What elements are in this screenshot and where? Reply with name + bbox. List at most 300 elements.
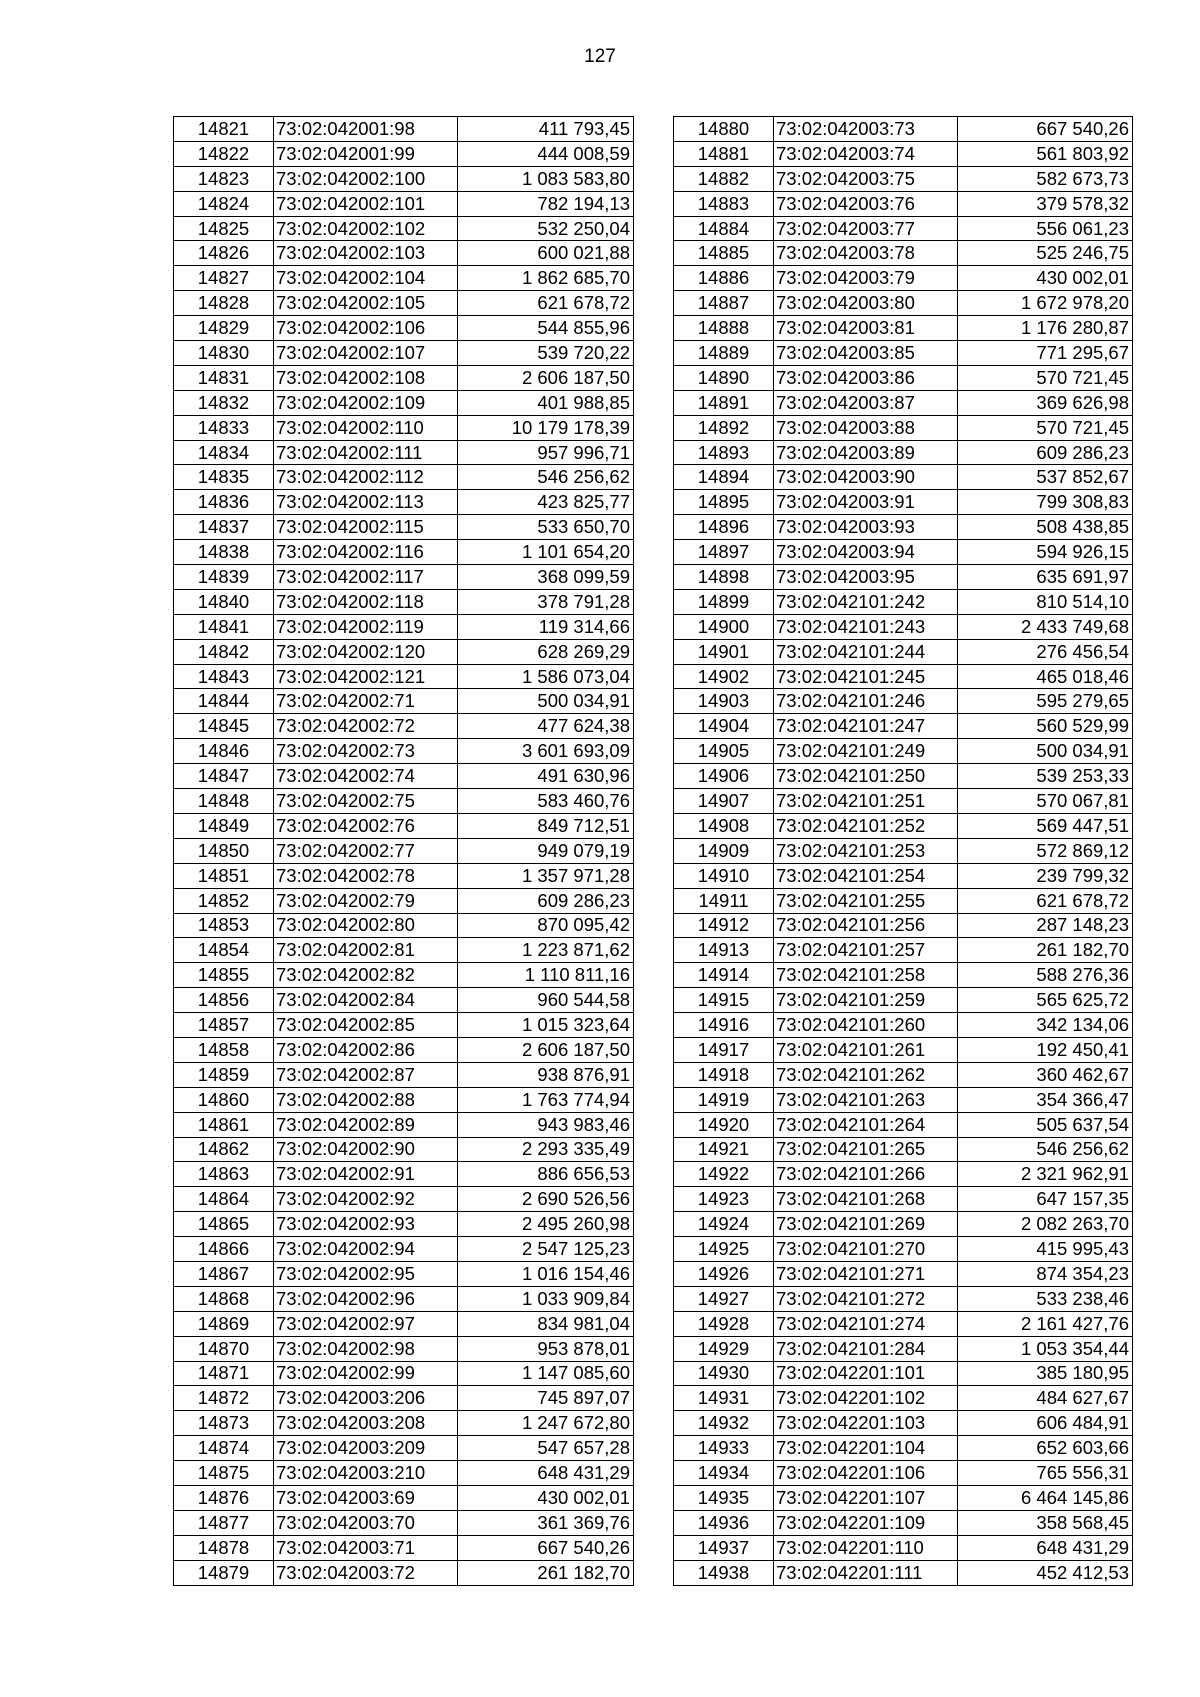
- cadastral-number-cell: 73:02:042003:85: [774, 341, 958, 366]
- table-row: [174, 515, 634, 540]
- row-number-cell: 14892: [674, 415, 774, 440]
- row-number-cell: 14858: [174, 1037, 274, 1062]
- value-cell: 465 018,46: [958, 664, 1133, 689]
- cadastral-number-cell: 73:02:042101:258: [774, 963, 958, 988]
- page-number: 127: [584, 46, 616, 67]
- table-body: [174, 117, 634, 1586]
- cadastral-number-cell: 73:02:042002:71: [274, 689, 458, 714]
- value-cell: 505 637,54: [958, 1112, 1133, 1137]
- row-number-cell: 14887: [674, 291, 774, 316]
- cadastral-number-cell: 73:02:042002:121: [274, 664, 458, 689]
- value-cell: 569 447,51: [958, 813, 1133, 838]
- row-number-cell: 14850: [174, 838, 274, 863]
- cadastral-number-cell: 73:02:042003:86: [774, 365, 958, 390]
- value-cell: 1 015 323,64: [458, 1013, 634, 1038]
- cadastral-number-cell: 73:02:042002:119: [274, 614, 458, 639]
- value-cell: 572 869,12: [958, 838, 1133, 863]
- table-row: [674, 938, 1133, 963]
- value-cell: 1 083 583,80: [458, 166, 634, 191]
- row-number-cell: 14866: [174, 1237, 274, 1262]
- row-number-cell: 14849: [174, 813, 274, 838]
- value-cell: 652 603,66: [958, 1436, 1133, 1461]
- row-number-cell: 14923: [674, 1187, 774, 1212]
- table-row: [174, 490, 634, 515]
- cadastral-number-cell: 73:02:042101:249: [774, 739, 958, 764]
- cadastral-number-cell: 73:02:042101:257: [774, 938, 958, 963]
- table-row: [174, 739, 634, 764]
- value-cell: 537 852,67: [958, 465, 1133, 490]
- value-cell: 588 276,36: [958, 963, 1133, 988]
- value-cell: 1 763 774,94: [458, 1087, 634, 1112]
- table-row: [174, 415, 634, 440]
- value-cell: 477 624,38: [458, 714, 634, 739]
- row-number-cell: 14911: [674, 888, 774, 913]
- value-cell: 500 034,91: [958, 739, 1133, 764]
- table-row: [674, 614, 1133, 639]
- value-cell: 430 002,01: [958, 266, 1133, 291]
- row-number-cell: 14910: [674, 863, 774, 888]
- row-number-cell: 14906: [674, 764, 774, 789]
- table-row: [174, 664, 634, 689]
- value-cell: 667 540,26: [958, 117, 1133, 142]
- table-row: [674, 1485, 1133, 1510]
- cadastral-number-cell: 73:02:042101:269: [774, 1212, 958, 1237]
- value-cell: 953 878,01: [458, 1336, 634, 1361]
- value-cell: 119 314,66: [458, 614, 634, 639]
- table-row: [674, 764, 1133, 789]
- row-number-cell: 14916: [674, 1013, 774, 1038]
- row-number-cell: 14927: [674, 1286, 774, 1311]
- cadastral-number-cell: 73:02:042002:91: [274, 1162, 458, 1187]
- row-number-cell: 14824: [174, 191, 274, 216]
- value-cell: 556 061,23: [958, 216, 1133, 241]
- value-cell: 369 626,98: [958, 390, 1133, 415]
- table-row: [674, 1187, 1133, 1212]
- value-cell: 949 079,19: [458, 838, 634, 863]
- value-cell: 1 223 871,62: [458, 938, 634, 963]
- table-row: [174, 1386, 634, 1411]
- row-number-cell: 14930: [674, 1361, 774, 1386]
- value-cell: 886 656,53: [458, 1162, 634, 1187]
- table-row: [174, 938, 634, 963]
- value-cell: 570 067,81: [958, 789, 1133, 814]
- row-number-cell: 14836: [174, 490, 274, 515]
- cadastral-number-cell: 73:02:042003:87: [774, 390, 958, 415]
- cadastral-number-cell: 73:02:042101:252: [774, 813, 958, 838]
- table-row: [174, 291, 634, 316]
- cadastral-number-cell: 73:02:042101:247: [774, 714, 958, 739]
- row-number-cell: 14834: [174, 440, 274, 465]
- row-number-cell: 14876: [174, 1485, 274, 1510]
- row-number-cell: 14896: [674, 515, 774, 540]
- value-cell: 1 053 354,44: [958, 1336, 1133, 1361]
- row-number-cell: 14868: [174, 1286, 274, 1311]
- table-row: [174, 465, 634, 490]
- value-cell: 771 295,67: [958, 341, 1133, 366]
- table-row: [674, 390, 1133, 415]
- row-number-cell: 14895: [674, 490, 774, 515]
- table-row: [674, 1510, 1133, 1535]
- cadastral-number-cell: 73:02:042002:106: [274, 316, 458, 341]
- table-row: [674, 1311, 1133, 1336]
- cadastral-number-cell: 73:02:042101:263: [774, 1087, 958, 1112]
- table-row: [674, 266, 1133, 291]
- value-cell: 361 369,76: [458, 1510, 634, 1535]
- table-row: [674, 141, 1133, 166]
- table-row: [174, 1212, 634, 1237]
- table-row: [174, 1336, 634, 1361]
- table-row: [174, 838, 634, 863]
- value-cell: 358 568,45: [958, 1510, 1133, 1535]
- row-number-cell: 14853: [174, 913, 274, 938]
- table-row: [674, 415, 1133, 440]
- row-number-cell: 14900: [674, 614, 774, 639]
- table-row: [174, 689, 634, 714]
- cadastral-number-cell: 73:02:042101:250: [774, 764, 958, 789]
- value-cell: 287 148,23: [958, 913, 1133, 938]
- cadastral-number-cell: 73:02:042003:91: [774, 490, 958, 515]
- row-number-cell: 14872: [174, 1386, 274, 1411]
- table-row: [174, 963, 634, 988]
- cadastral-number-cell: 73:02:042002:108: [274, 365, 458, 390]
- cadastral-number-cell: 73:02:042003:89: [774, 440, 958, 465]
- table-row: [174, 1560, 634, 1585]
- row-number-cell: 14937: [674, 1535, 774, 1560]
- row-number-cell: 14886: [674, 266, 774, 291]
- value-cell: 621 678,72: [458, 291, 634, 316]
- table-row: [174, 1411, 634, 1436]
- cadastral-number-cell: 73:02:042101:259: [774, 988, 958, 1013]
- table-row: [174, 266, 634, 291]
- table-row: [674, 664, 1133, 689]
- row-number-cell: 14848: [174, 789, 274, 814]
- table-row: [674, 1535, 1133, 1560]
- row-number-cell: 14874: [174, 1436, 274, 1461]
- value-cell: 261 182,70: [958, 938, 1133, 963]
- cadastral-number-cell: 73:02:042201:102: [774, 1386, 958, 1411]
- cadastral-number-cell: 73:02:042201:111: [774, 1560, 958, 1585]
- value-cell: 192 450,41: [958, 1037, 1133, 1062]
- row-number-cell: 14841: [174, 614, 274, 639]
- cadastral-number-cell: 73:02:042002:82: [274, 963, 458, 988]
- table-row: [674, 863, 1133, 888]
- value-cell: 799 308,83: [958, 490, 1133, 515]
- table-row: [174, 1286, 634, 1311]
- cadastral-number-cell: 73:02:042003:95: [774, 565, 958, 590]
- value-cell: 609 286,23: [458, 888, 634, 913]
- cadastral-number-cell: 73:02:042003:208: [274, 1411, 458, 1436]
- value-cell: 561 803,92: [958, 141, 1133, 166]
- table-row: [674, 1162, 1133, 1187]
- cadastral-number-cell: 73:02:042101:265: [774, 1137, 958, 1162]
- row-number-cell: 14893: [674, 440, 774, 465]
- cadastral-number-cell: 73:02:042002:76: [274, 813, 458, 838]
- table-row: [674, 1062, 1133, 1087]
- row-number-cell: 14924: [674, 1212, 774, 1237]
- value-cell: 606 484,91: [958, 1411, 1133, 1436]
- table-row: [174, 565, 634, 590]
- row-number-cell: 14863: [174, 1162, 274, 1187]
- value-cell: 401 988,85: [458, 390, 634, 415]
- table-row: [174, 764, 634, 789]
- table-row: [174, 117, 634, 142]
- cadastral-number-cell: 73:02:042003:70: [274, 1510, 458, 1535]
- table-row: [674, 166, 1133, 191]
- value-cell: 342 134,06: [958, 1013, 1133, 1038]
- value-cell: 565 625,72: [958, 988, 1133, 1013]
- row-number-cell: 14851: [174, 863, 274, 888]
- cadastral-number-cell: 73:02:042002:87: [274, 1062, 458, 1087]
- table-row: [674, 1286, 1133, 1311]
- row-number-cell: 14938: [674, 1560, 774, 1585]
- row-number-cell: 14831: [174, 365, 274, 390]
- value-cell: 532 250,04: [458, 216, 634, 241]
- row-number-cell: 14877: [174, 1510, 274, 1535]
- value-cell: 560 529,99: [958, 714, 1133, 739]
- row-number-cell: 14933: [674, 1436, 774, 1461]
- value-cell: 938 876,91: [458, 1062, 634, 1087]
- cadastral-number-cell: 73:02:042101:260: [774, 1013, 958, 1038]
- table-row: [674, 565, 1133, 590]
- cadastral-number-cell: 73:02:042101:264: [774, 1112, 958, 1137]
- table-row: [174, 540, 634, 565]
- cadastral-number-cell: 73:02:042002:120: [274, 639, 458, 664]
- cadastral-number-cell: 73:02:042201:101: [774, 1361, 958, 1386]
- table-row: [174, 1510, 634, 1535]
- value-cell: 1 147 085,60: [458, 1361, 634, 1386]
- cadastral-number-cell: 73:02:042003:90: [774, 465, 958, 490]
- table-row: [674, 1461, 1133, 1486]
- row-number-cell: 14837: [174, 515, 274, 540]
- cadastral-number-cell: 73:02:042003:71: [274, 1535, 458, 1560]
- table-row: [674, 838, 1133, 863]
- value-cell: 960 544,58: [458, 988, 634, 1013]
- cadastral-number-cell: 73:02:042002:111: [274, 440, 458, 465]
- value-cell: 609 286,23: [958, 440, 1133, 465]
- cadastral-number-cell: 73:02:042101:245: [774, 664, 958, 689]
- cadastral-number-cell: 73:02:042003:210: [274, 1461, 458, 1486]
- value-cell: 834 981,04: [458, 1311, 634, 1336]
- table-row: [174, 1062, 634, 1087]
- cadastral-number-cell: 73:02:042002:73: [274, 739, 458, 764]
- cadastral-number-cell: 73:02:042003:94: [774, 540, 958, 565]
- table-row: [174, 589, 634, 614]
- table-row: [674, 465, 1133, 490]
- cadastral-number-cell: 73:02:042001:99: [274, 141, 458, 166]
- row-number-cell: 14854: [174, 938, 274, 963]
- cadastral-number-cell: 73:02:042101:255: [774, 888, 958, 913]
- value-cell: 423 825,77: [458, 490, 634, 515]
- row-number-cell: 14885: [674, 241, 774, 266]
- row-number-cell: 14862: [174, 1137, 274, 1162]
- table-row: [174, 1436, 634, 1461]
- value-cell: 508 438,85: [958, 515, 1133, 540]
- cadastral-number-cell: 73:02:042101:244: [774, 639, 958, 664]
- value-cell: 647 157,35: [958, 1187, 1133, 1212]
- table-row: [174, 913, 634, 938]
- row-number-cell: 14913: [674, 938, 774, 963]
- cadastral-number-cell: 73:02:042101:274: [774, 1311, 958, 1336]
- row-number-cell: 14884: [674, 216, 774, 241]
- value-cell: 3 601 693,09: [458, 739, 634, 764]
- row-number-cell: 14828: [174, 291, 274, 316]
- row-number-cell: 14908: [674, 813, 774, 838]
- value-cell: 2 082 263,70: [958, 1212, 1133, 1237]
- row-number-cell: 14921: [674, 1137, 774, 1162]
- value-cell: 765 556,31: [958, 1461, 1133, 1486]
- table-row: [674, 1112, 1133, 1137]
- row-number-cell: 14920: [674, 1112, 774, 1137]
- cadastral-number-cell: 73:02:042002:93: [274, 1212, 458, 1237]
- cadastral-number-cell: 73:02:042002:86: [274, 1037, 458, 1062]
- table-row: [174, 365, 634, 390]
- cadastral-number-cell: 73:02:042003:74: [774, 141, 958, 166]
- value-cell: 491 630,96: [458, 764, 634, 789]
- cadastral-number-cell: 73:02:042002:97: [274, 1311, 458, 1336]
- value-cell: 1 357 971,28: [458, 863, 634, 888]
- table-row: [174, 1361, 634, 1386]
- table-row: [674, 714, 1133, 739]
- row-number-cell: 14914: [674, 963, 774, 988]
- cadastral-number-cell: 73:02:042003:72: [274, 1560, 458, 1585]
- cadastral-number-cell: 73:02:042002:80: [274, 913, 458, 938]
- value-cell: 2 606 187,50: [458, 365, 634, 390]
- value-cell: 621 678,72: [958, 888, 1133, 913]
- row-number-cell: 14829: [174, 316, 274, 341]
- table-row: [674, 1411, 1133, 1436]
- row-number-cell: 14859: [174, 1062, 274, 1087]
- row-number-cell: 14861: [174, 1112, 274, 1137]
- cadastral-number-cell: 73:02:042002:84: [274, 988, 458, 1013]
- table-row: [174, 216, 634, 241]
- row-number-cell: 14918: [674, 1062, 774, 1087]
- row-number-cell: 14935: [674, 1485, 774, 1510]
- table-row: [674, 191, 1133, 216]
- row-number-cell: 14936: [674, 1510, 774, 1535]
- row-number-cell: 14889: [674, 341, 774, 366]
- row-number-cell: 14881: [674, 141, 774, 166]
- table-row: [174, 813, 634, 838]
- row-number-cell: 14855: [174, 963, 274, 988]
- value-cell: 276 456,54: [958, 639, 1133, 664]
- cadastral-number-cell: 73:02:042002:98: [274, 1336, 458, 1361]
- row-number-cell: 14875: [174, 1461, 274, 1486]
- row-number-cell: 14928: [674, 1311, 774, 1336]
- row-number-cell: 14907: [674, 789, 774, 814]
- value-cell: 2 321 962,91: [958, 1162, 1133, 1187]
- cadastral-number-cell: 73:02:042002:96: [274, 1286, 458, 1311]
- table-row: [674, 1212, 1133, 1237]
- table-row: [674, 316, 1133, 341]
- value-cell: 2 161 427,76: [958, 1311, 1133, 1336]
- row-number-cell: 14871: [174, 1361, 274, 1386]
- value-cell: 379 578,32: [958, 191, 1133, 216]
- value-cell: 667 540,26: [458, 1535, 634, 1560]
- value-cell: 539 253,33: [958, 764, 1133, 789]
- cadastral-number-cell: 73:02:042002:81: [274, 938, 458, 963]
- cadastral-number-cell: 73:02:042002:116: [274, 540, 458, 565]
- cadastral-number-cell: 73:02:042201:107: [774, 1485, 958, 1510]
- row-number-cell: 14867: [174, 1261, 274, 1286]
- table-row: [174, 390, 634, 415]
- cadastral-number-cell: 73:02:042201:110: [774, 1535, 958, 1560]
- table-row: [174, 1237, 634, 1262]
- value-cell: 582 673,73: [958, 166, 1133, 191]
- value-cell: 533 650,70: [458, 515, 634, 540]
- row-number-cell: 14891: [674, 390, 774, 415]
- table-row: [674, 440, 1133, 465]
- cadastral-number-cell: 73:02:042101:272: [774, 1286, 958, 1311]
- value-cell: 539 720,22: [458, 341, 634, 366]
- cadastral-number-cell: 73:02:042002:112: [274, 465, 458, 490]
- table-row: [174, 1013, 634, 1038]
- row-number-cell: 14912: [674, 913, 774, 938]
- table-row: [174, 241, 634, 266]
- value-cell: 533 238,46: [958, 1286, 1133, 1311]
- table-row: [674, 216, 1133, 241]
- cadastral-number-cell: 73:02:042003:93: [774, 515, 958, 540]
- table-row: [174, 1461, 634, 1486]
- row-number-cell: 14860: [174, 1087, 274, 1112]
- table-row: [674, 1336, 1133, 1361]
- cadastral-number-cell: 73:02:042003:73: [774, 117, 958, 142]
- cadastral-number-cell: 73:02:042002:85: [274, 1013, 458, 1038]
- row-number-cell: 14845: [174, 714, 274, 739]
- value-cell: 2 547 125,23: [458, 1237, 634, 1262]
- table-row: [174, 639, 634, 664]
- row-number-cell: 14842: [174, 639, 274, 664]
- table-row: [674, 365, 1133, 390]
- cadastral-number-cell: 73:02:042002:75: [274, 789, 458, 814]
- cadastral-number-cell: 73:02:042002:107: [274, 341, 458, 366]
- row-number-cell: 14882: [674, 166, 774, 191]
- value-cell: 546 256,62: [458, 465, 634, 490]
- row-number-cell: 14857: [174, 1013, 274, 1038]
- table-row: [674, 589, 1133, 614]
- row-number-cell: 14899: [674, 589, 774, 614]
- cadastral-number-cell: 73:02:042201:103: [774, 1411, 958, 1436]
- table-row: [674, 540, 1133, 565]
- row-number-cell: 14843: [174, 664, 274, 689]
- table-row: [174, 1485, 634, 1510]
- cadastral-number-cell: 73:02:042101:246: [774, 689, 958, 714]
- row-number-cell: 14835: [174, 465, 274, 490]
- row-number-cell: 14879: [174, 1560, 274, 1585]
- cadastral-number-cell: 73:02:042003:76: [774, 191, 958, 216]
- cadastral-number-cell: 73:02:042101:268: [774, 1187, 958, 1212]
- value-cell: 782 194,13: [458, 191, 634, 216]
- value-cell: 1 672 978,20: [958, 291, 1133, 316]
- value-cell: 870 095,42: [458, 913, 634, 938]
- value-cell: 635 691,97: [958, 565, 1133, 590]
- row-number-cell: 14931: [674, 1386, 774, 1411]
- value-cell: 444 008,59: [458, 141, 634, 166]
- row-number-cell: 14865: [174, 1212, 274, 1237]
- row-number-cell: 14847: [174, 764, 274, 789]
- table-row: [674, 1137, 1133, 1162]
- value-cell: 484 627,67: [958, 1386, 1133, 1411]
- value-cell: 6 464 145,86: [958, 1485, 1133, 1510]
- value-cell: 411 793,45: [458, 117, 634, 142]
- value-cell: 1 586 073,04: [458, 664, 634, 689]
- cadastral-number-cell: 73:02:042002:113: [274, 490, 458, 515]
- value-cell: 570 721,45: [958, 365, 1133, 390]
- value-cell: 943 983,46: [458, 1112, 634, 1137]
- cadastral-number-cell: 73:02:042101:266: [774, 1162, 958, 1187]
- row-number-cell: 14932: [674, 1411, 774, 1436]
- value-cell: 2 606 187,50: [458, 1037, 634, 1062]
- row-number-cell: 14826: [174, 241, 274, 266]
